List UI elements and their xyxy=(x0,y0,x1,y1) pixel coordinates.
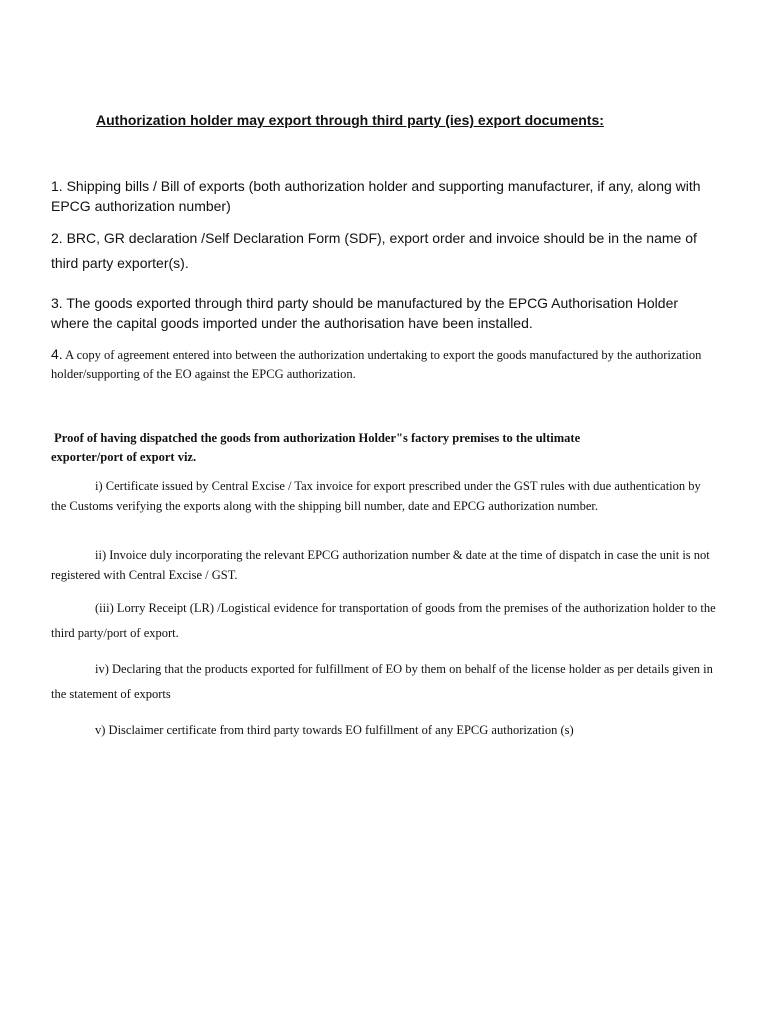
proof-item-number: (iii) xyxy=(95,601,114,615)
item-text: BRC, GR declaration /Self Declaration Form (SDF), export order and invoice should be in the name of third party exporter(s). xyxy=(51,230,697,271)
proof-item-text: Invoice duly incorporating the relevant EPCG authorization number & date at the time of dispatch in case the unit is not registered with Central Excise / GST. xyxy=(51,548,710,582)
item-text: Shipping bills / Bill of exports (both authorization holder and supporting manufacturer, if any, along with EPCG authorization number) xyxy=(51,178,701,214)
proof-item xyxy=(51,657,716,707)
proof-item-text: Lorry Receipt (LR) /Logistical evidence for transportation of goods from the premises of the authorization holder to the third party/port of export. xyxy=(51,601,716,640)
item-text: The goods exported through third party should be manufactured by the EPCG Authorisation Holder where the capital goods imported under the authorisation have been installed. xyxy=(51,295,679,331)
proof-item xyxy=(51,596,716,646)
proof-item-text: Certificate issued by Central Excise / Tax invoice for export prescribed under the GST rules with due authentication by the Customs verifying the exports along with the shipping bill number, date and EPCG authorization number. xyxy=(51,479,701,513)
item-number: 1. xyxy=(51,178,63,194)
list-item xyxy=(51,293,716,333)
item-number: 4. xyxy=(51,346,63,362)
item-number: 2. xyxy=(51,230,63,246)
proof-item-number: ii) xyxy=(95,548,107,562)
proof-heading: Proof of having dispatched the goods from authorization Holder"s factory premises to the ultimate exporter/port of export viz. xyxy=(51,431,581,464)
proof-item-number: iv) xyxy=(95,662,109,676)
proof-item xyxy=(51,477,716,516)
document-heading: Authorization holder may export through third party (ies) export documents: xyxy=(96,112,604,128)
list-item xyxy=(51,226,716,276)
list-item xyxy=(51,345,716,384)
proof-item xyxy=(51,721,716,741)
list-item xyxy=(51,176,716,216)
proof-item-number: v) xyxy=(95,723,106,737)
item-text: A copy of agreement entered into between the authorization undertaking to export the goods manufactured by the authorization holder/supporting of the EO against the EPCG authorization. xyxy=(51,348,702,381)
proof-item xyxy=(51,546,716,585)
proof-item-text: Declaring that the products exported for fulfillment of EO by them on behalf of the license holder as per details given in the statement of exports xyxy=(51,662,713,701)
proof-item-number: i) xyxy=(95,479,103,493)
item-number: 3. xyxy=(51,295,63,311)
proof-item-text: Disclaimer certificate from third party towards EO fulfillment of any EPCG authorization (s) xyxy=(108,723,574,737)
